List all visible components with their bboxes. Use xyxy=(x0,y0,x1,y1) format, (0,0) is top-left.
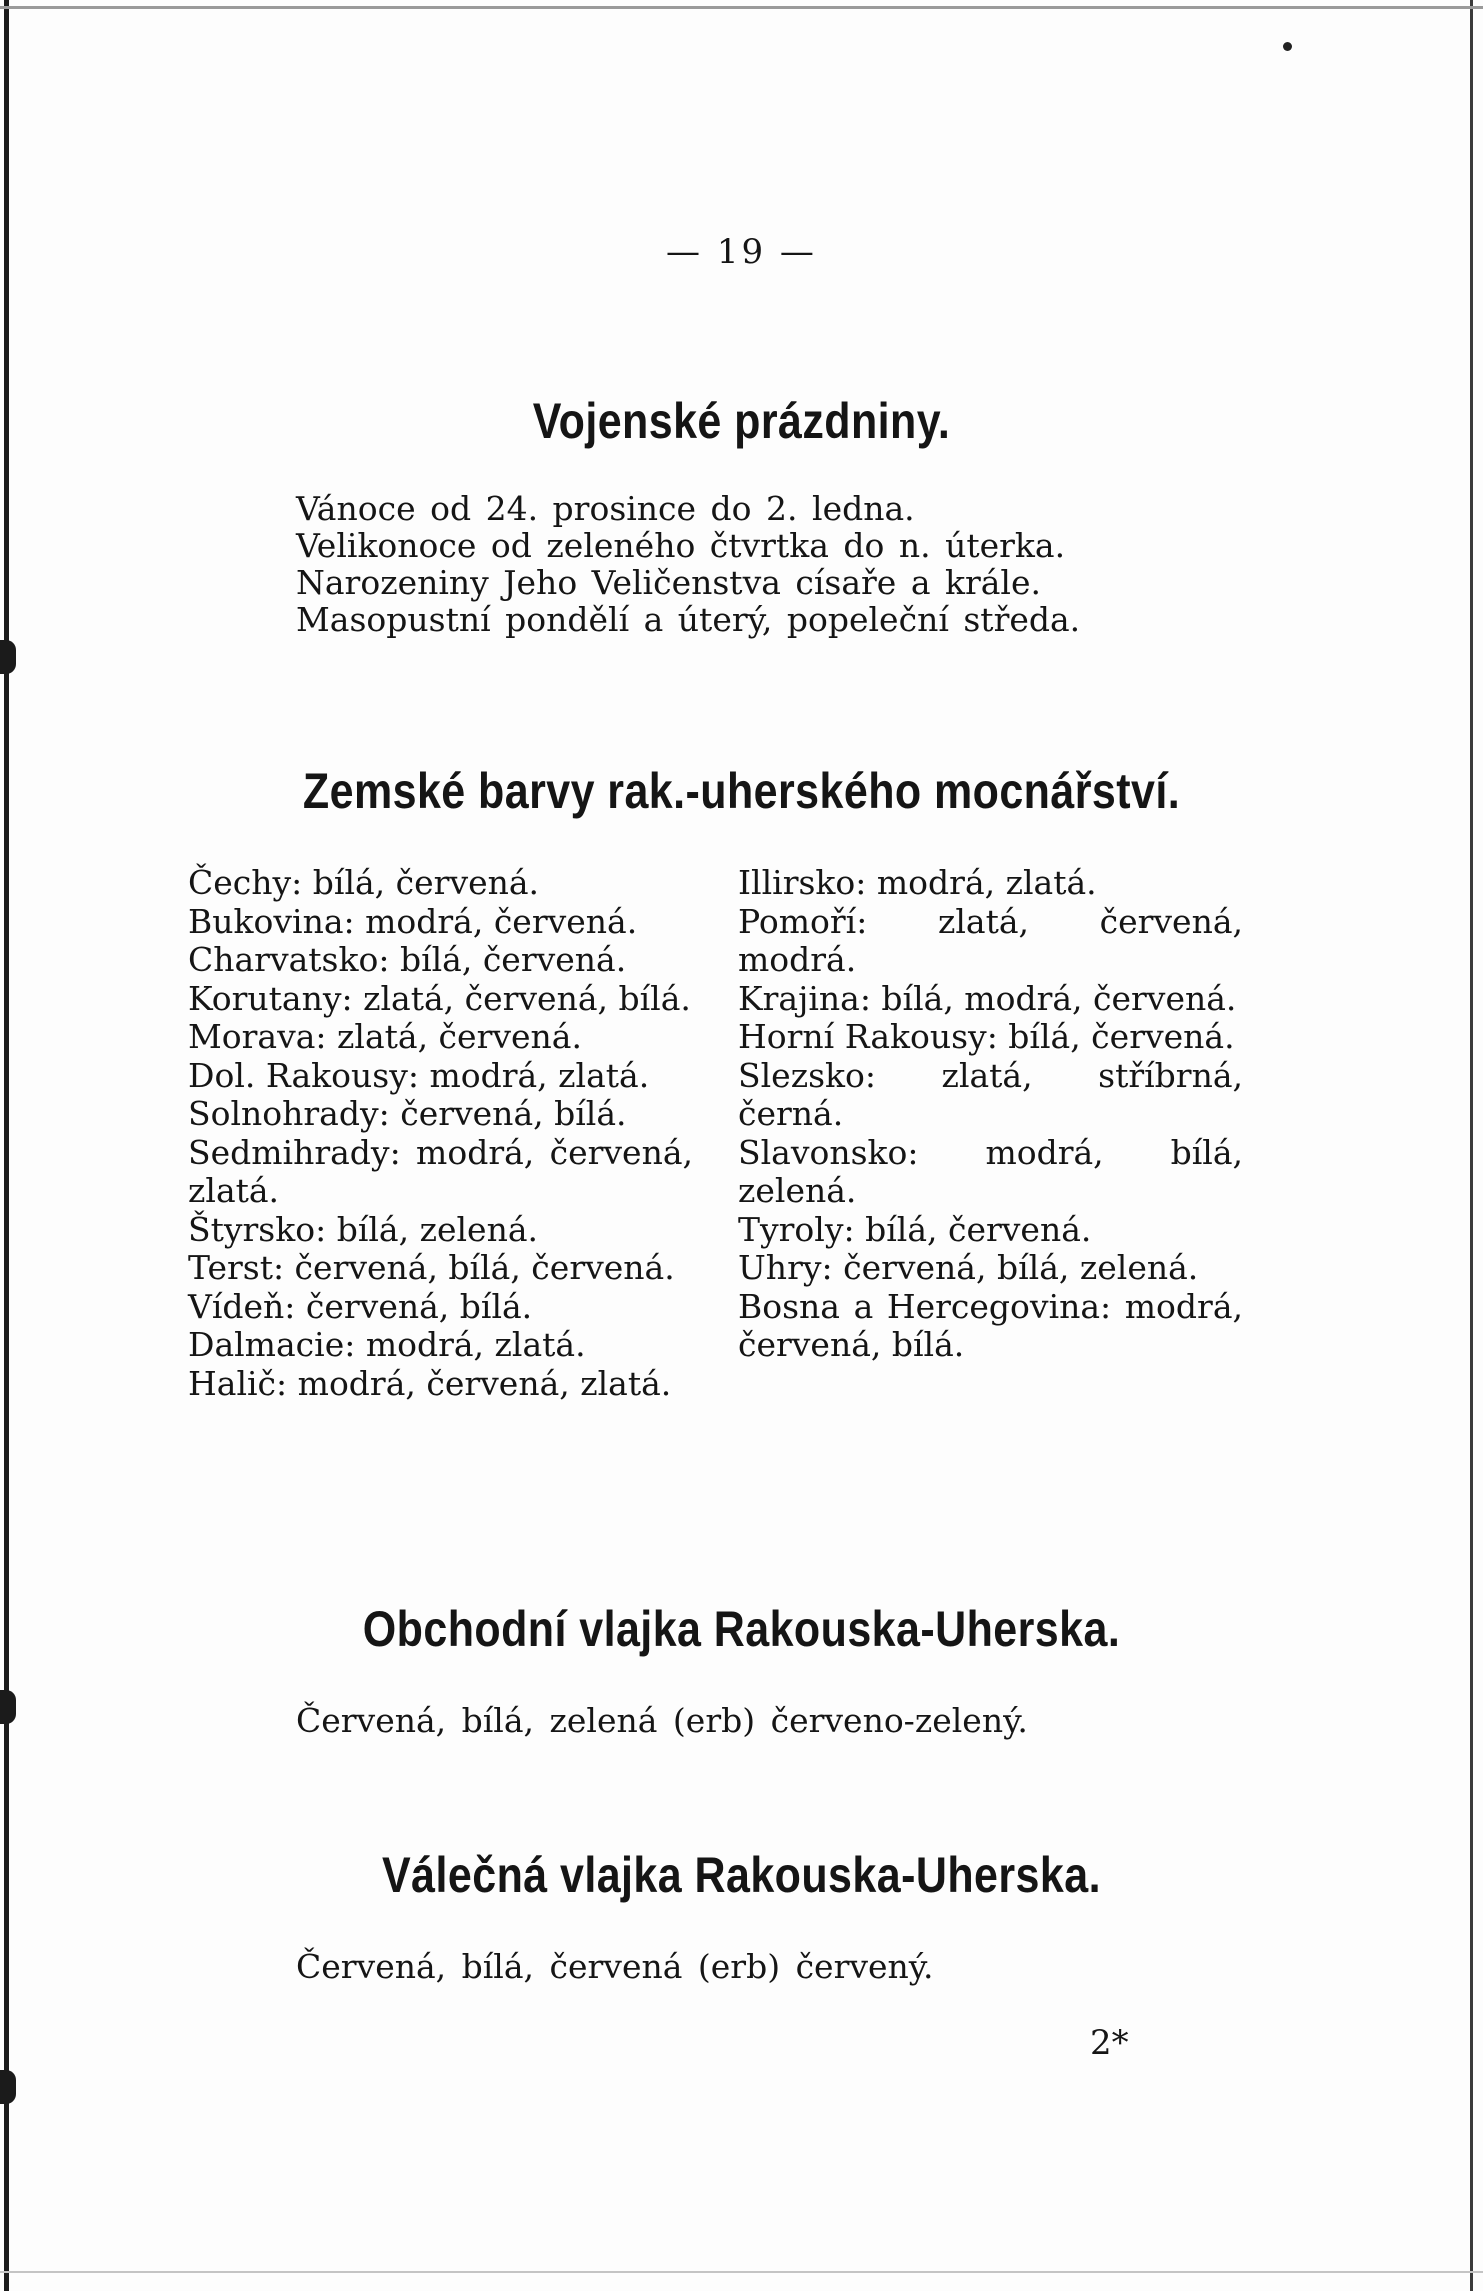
binding-mark xyxy=(0,1690,16,1724)
land-color-entry: Vídeň: červená, bílá. xyxy=(188,1286,533,1326)
holiday-line: Narozeniny Jeho Veličenstva císaře a krále. xyxy=(296,563,1042,602)
land-color-entry: Horní Rakousy: bílá, červená. xyxy=(738,1017,1235,1056)
land-color-entry: Tyroly: bílá, červená. xyxy=(738,1209,1092,1249)
binding-mark xyxy=(0,640,16,674)
land-color-entry: Slezsko: zlatá, stříbrná, černá. xyxy=(738,1055,1243,1133)
holiday-line: Vánoce od 24. prosince do 2. ledna. xyxy=(296,489,915,528)
heading-merchant-flag: Obchodní vlajka Rakouska-Uherska. xyxy=(362,1601,1121,1657)
land-color-entry: Charvatsko: bílá, červená. xyxy=(188,940,627,979)
land-color-entry: Bukovina: modrá, červená. xyxy=(188,901,638,941)
land-color-entry: Krajina: bílá, modrá, červená. xyxy=(738,978,1237,1018)
land-color-entry: Morava: zlatá, červená. xyxy=(188,1017,582,1056)
heading-land-colors: Zemské barvy rak.-uherského mocnářství. xyxy=(302,763,1181,819)
scan-border-top xyxy=(0,6,1483,9)
land-color-entry: Illirsko: modrá, zlatá. xyxy=(738,863,1097,902)
land-color-entry: Dol. Rakousy: modrá, zlatá. xyxy=(188,1055,650,1095)
merchant-flag-text xyxy=(296,1702,1028,1739)
merchant-flag-colors: Červená, bílá, zelená (erb) červeno-zelený. xyxy=(296,1701,1028,1740)
holiday-line: Velikonoce od zeleného čtvrtka do n. úterka. xyxy=(296,526,1066,565)
land-color-entry: Čechy: bílá, červená. xyxy=(188,863,540,902)
holidays-list xyxy=(296,490,1080,638)
land-color-entry: Halič: modrá, červená, zlatá. xyxy=(188,1363,672,1403)
land-color-entry: Solnohrady: červená, bílá. xyxy=(188,1094,627,1133)
war-flag-colors: Červená, bílá, červená (erb) červený. xyxy=(296,1947,934,1986)
binding-mark xyxy=(0,2070,16,2104)
land-color-entry: Sedmihrady: modrá, červená, zlatá. xyxy=(188,1132,693,1210)
land-color-entry: Pomoří: zlatá, červená, modrá. xyxy=(738,901,1243,979)
holiday-line: Masopustní pondělí a úterý, popeleční středa. xyxy=(296,600,1081,639)
land-color-entry: Uhry: červená, bílá, zelená. xyxy=(738,1248,1199,1287)
scan-border-bottom xyxy=(0,2271,1483,2273)
land-color-entry: Dalmacie: modrá, zlatá. xyxy=(188,1325,586,1364)
scan-border-right xyxy=(1470,0,1473,2291)
land-color-entry: Terst: červená, bílá, červená. xyxy=(188,1248,675,1287)
land-colors-right-column xyxy=(738,864,1243,1365)
page-number: — 19 — xyxy=(666,232,817,272)
scan-border-left xyxy=(4,0,9,2291)
heading-military-holidays: Vojenské prázdniny. xyxy=(532,393,951,449)
war-flag-text xyxy=(296,1948,934,1985)
scan-speck xyxy=(1283,42,1292,51)
land-color-entry: Slavonsko: modrá, bílá, zelená. xyxy=(738,1132,1243,1210)
land-color-entry: Bosna a Hercegovina: modrá, červená, bílá. xyxy=(738,1286,1243,1364)
printer-signature-mark: 2* xyxy=(1090,2023,1129,2063)
land-color-entry: Štyrsko: bílá, zelená. xyxy=(188,1209,538,1249)
land-color-entry: Korutany: zlatá, červená, bílá. xyxy=(188,978,691,1018)
land-colors-left-column xyxy=(188,864,693,1403)
heading-war-flag: Válečná vlajka Rakouska-Uherska. xyxy=(382,1847,1101,1903)
